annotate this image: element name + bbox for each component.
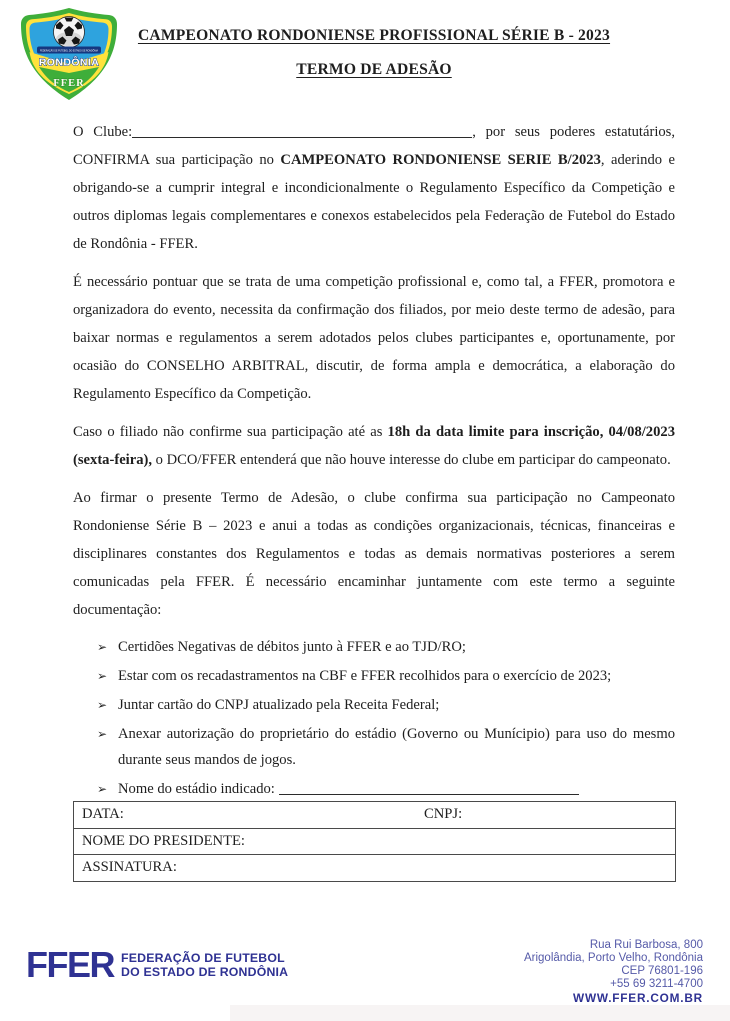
address-line: Arigolândia, Porto Velho, Rondônia	[523, 952, 703, 964]
document-body	[73, 118, 675, 805]
ffer-org-name	[121, 951, 288, 980]
bullet-item	[97, 634, 675, 660]
arrow-bullet-icon: ➢	[97, 669, 108, 683]
text-run: Certidões Negativas de débitos junto à FFER e ao TJD/RO;	[118, 639, 466, 655]
table-row-signature	[74, 854, 675, 881]
org-name-line1: FEDERAÇÃO DE FUTEBOL	[121, 950, 285, 965]
text-run: Caso o filiado não confirme sua participação até as	[73, 424, 388, 440]
paragraph	[73, 268, 675, 408]
table-row-date-cnpj	[74, 802, 675, 828]
arrow-bullet-icon: ➢	[97, 640, 108, 654]
crest-region-text: RONDÔNIA	[38, 56, 100, 69]
ffer-footer-logo	[26, 944, 289, 985]
text-run: É necessário pontuar que se trata de uma competição profissional e, como tal, a FFER, promotora e organizadora do evento, necessita da confirmação dos filiados, por meio deste termo de adesão, para baixar normas e regulamentos a serem adotados pelos clubes participantes e, oportunamente, por ocasião do CONSELHO ARBITRAL, discutir, de forma ampla e democrática, a elaboração do Regulamento Específico da Competição.	[73, 274, 675, 402]
paragraphs	[73, 118, 675, 624]
signature-form-table	[73, 801, 676, 882]
bullet-text	[118, 721, 675, 773]
bullet-item	[97, 776, 675, 802]
text-run: Nome do estádio indicado:	[118, 781, 279, 797]
bullet-item	[97, 692, 675, 718]
page-bottom-shading	[230, 1005, 730, 1021]
table-row-president-name	[74, 828, 675, 855]
cnpj-label: CNPJ:	[424, 806, 463, 822]
bullet-text	[118, 776, 675, 802]
paragraph	[73, 418, 675, 474]
bullet-text	[118, 692, 675, 718]
text-run: Juntar cartão do CNPJ atualizado pela Receita Federal;	[118, 697, 440, 713]
ffer-logotype: FFER	[26, 944, 114, 985]
requirements-bullet-list	[73, 634, 675, 802]
bullet-item	[97, 721, 675, 773]
document-header	[73, 26, 675, 79]
paragraph	[73, 118, 675, 258]
address-line: +55 69 3211-4700	[610, 978, 703, 990]
crest-banner-text: FEDERAÇÃO DE FUTEBOL DO ESTADO DE RONDÔNIA	[40, 48, 114, 53]
org-name-line2: DO ESTADO DE RONDÔNIA	[121, 965, 289, 979]
text-run: Anexar autorização do proprietário do estádio (Governo ou Munícipio) para uso do mesmo durante seus mandos de jogos.	[118, 726, 675, 768]
bullet-text	[118, 634, 675, 660]
document-title: CAMPEONATO RONDONIENSE PROFISSIONAL SÉRIE B - 2023	[137, 27, 611, 44]
date-label: DATA:	[82, 806, 124, 822]
blank-fill-in-line	[279, 779, 579, 795]
bullet-text	[118, 663, 675, 689]
crest-acronym-text: FFER	[53, 78, 85, 89]
text-run: o DCO/FFER entenderá que não houve interesse do clube em participar do campeonato.	[152, 452, 671, 468]
bold-text-run: 18h da data limite para inscrição, 04/08/2023 (sexta-feira),	[73, 424, 675, 468]
bold-text-run: CAMPEONATO RONDONIENSE SERIE B/2023	[280, 152, 601, 168]
president-name-label: NOME DO PRESIDENTE:	[82, 832, 245, 849]
signature-label: ASSINATURA:	[82, 859, 177, 875]
arrow-bullet-icon: ➢	[97, 727, 108, 741]
text-run: Ao firmar o presente Termo de Adesão, o clube confirma sua participação no Campeonato Rondoniense Série B – 2023 e anui a todas as condições organizacionais, técnicas, financeiras e disciplinares constantes dos Regulamentos e todas as demais normativas posteriores a serem comunicadas pela FFER. É necessário encaminhar juntamente com este termo a seguinte documentação:	[73, 490, 675, 618]
text-run: Estar com os recadastramentos na CBF e FFER recolhidos para o exercício de 2023;	[118, 668, 612, 684]
footer-address-block	[524, 939, 703, 1005]
address-line: Rua Rui Barbosa, 800	[589, 939, 703, 951]
text-run: O Clube:	[73, 124, 133, 140]
paragraph	[73, 484, 675, 624]
bullet-item	[97, 663, 675, 689]
arrow-bullet-icon: ➢	[97, 782, 108, 796]
arrow-bullet-icon: ➢	[97, 698, 108, 712]
blank-fill-in-line	[132, 122, 472, 138]
text-run: , aderindo e obrigando-se a cumprir integral e incondicionalmente o Regulamento Específico da Competição e outros diplomas legais complementares e conexos estabelecidos pela Federação de Futebol do Estado de Rondônia - FFER.	[73, 152, 675, 252]
text-run: , por seus poderes estatutários, CONFIRMA sua participação no	[73, 124, 675, 168]
document-subtitle: TERMO DE ADESÃO	[296, 61, 452, 78]
address-line: CEP 76801-196	[621, 965, 703, 977]
footer-website-link: WWW.FFER.COM.BR	[573, 991, 703, 1005]
